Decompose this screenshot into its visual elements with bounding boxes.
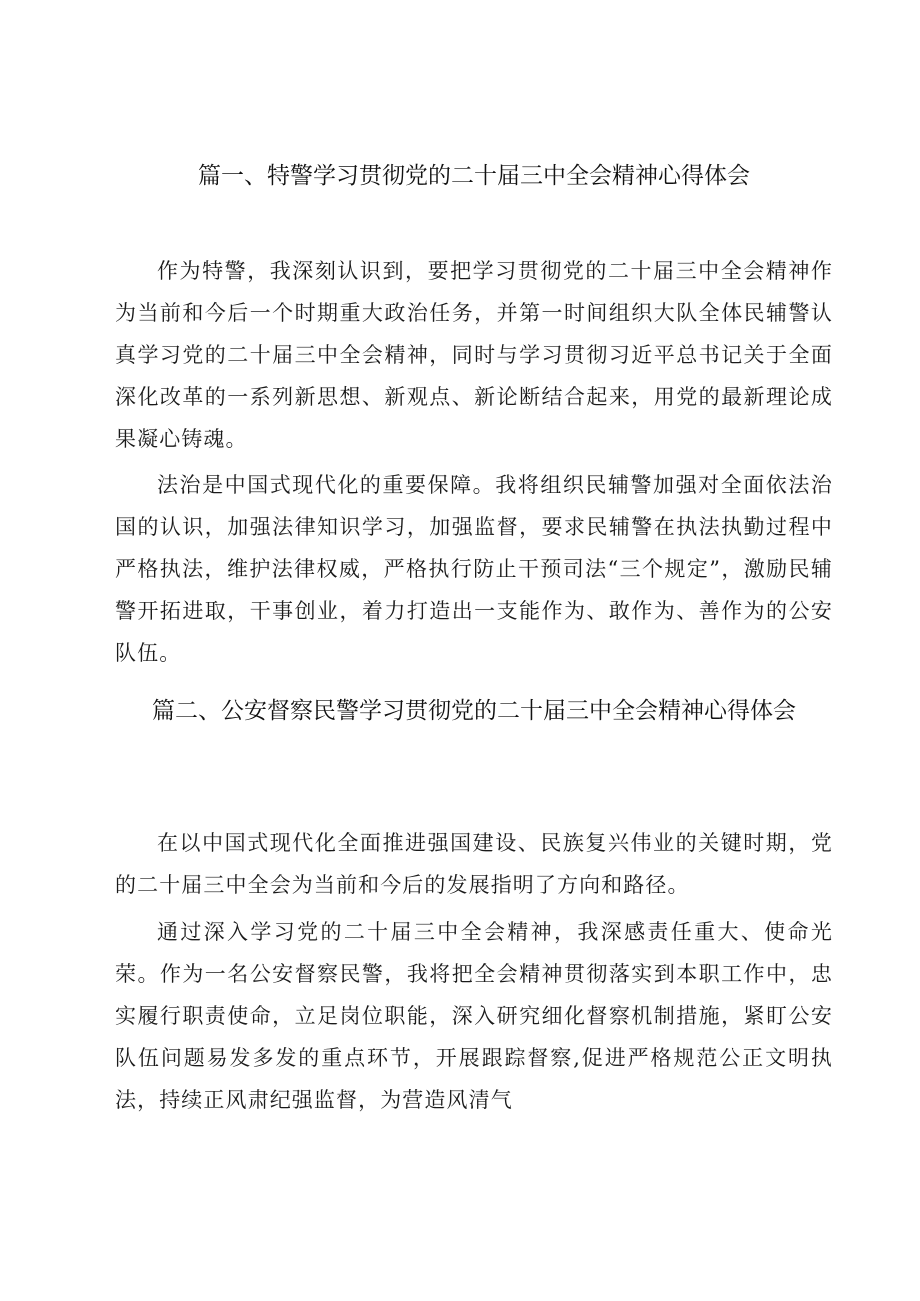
section-1-paragraph-1: 作为特警，我深刻认识到，要把学习贯彻党的二十届三中全会精神作为当前和今后一个时期重大政治任务，并第一时间组织大队全体民辅警认真学习党的二十届三中全会精神，同时与学习贯彻习近平总书记关于全面深化改革的一系列新思想、新观点、新论断结合起来，用党的最新理论成果凝心铸魂。 [115,259,833,451]
section-2-heading: 篇二、公安督察民警学习贯彻党的二十届三中全会精神心得体会 [152,698,796,724]
section-2-paragraph-2: 通过深入学习党的二十届三中全会精神，我深感责任重大、使命光荣。作为一名公安督察民警，我将把全会精神贯彻落实到本职工作中，忠实履行职责使命，立足岗位职能，深入研究细化督察机制措施，紧盯公安队伍问题易发多发的重点环节，开展跟踪督察,促进严格规范公正文明执法，持续正风肃纪强监督，为营造风清气 [115,920,833,1112]
section-1-heading: 篇一、特警学习贯彻党的二十届三中全会精神心得体会 [198,163,750,189]
section-1-paragraph-2: 法治是中国式现代化的重要保障。我将组织民辅警加强对全面依法治国的认识，加强法律知识学习，加强监督，要求民辅警在执法执勤过程中严格执法，维护法律权威，严格执行防止干预司法“三个规定”，激励民辅警开拓进取，干事创业，着力打造出一支能作为、敢作为、善作为的公安队伍。 [115,473,833,665]
section-2-paragraph-1: 在以中国式现代化全面推进强国建设、民族复兴伟业的关键时期，党的二十届三中全会为当前和今后的发展指明了方向和路径。 [115,831,833,897]
